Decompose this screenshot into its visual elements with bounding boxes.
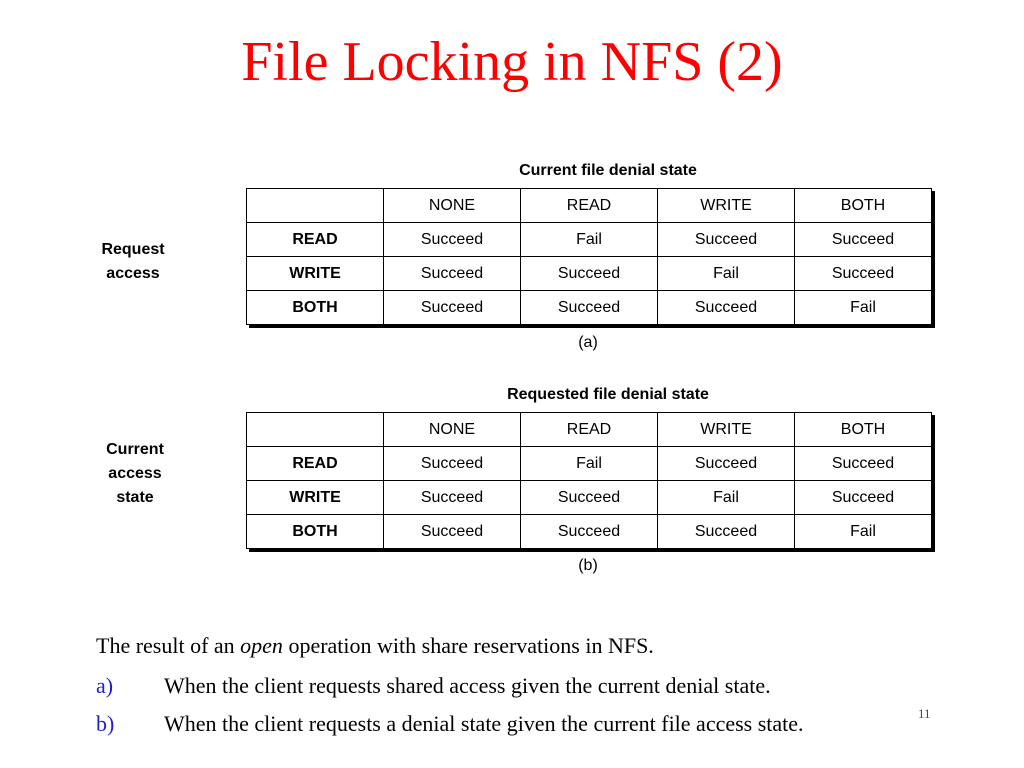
table-a-header-cell: READ [521, 189, 658, 223]
table-cell: Succeed [658, 515, 795, 549]
table-cell: Succeed [384, 291, 521, 325]
row-header-cell: BOTH [247, 291, 384, 325]
table-b-sub-label: (b) [578, 557, 598, 574]
table-cell: Fail [521, 223, 658, 257]
table-cell: Succeed [384, 223, 521, 257]
table-cell: Succeed [384, 481, 521, 515]
table-b-header-cell: READ [521, 413, 658, 447]
table-row [247, 257, 932, 291]
table-cell: Succeed [658, 447, 795, 481]
table-a-sub-label: (a) [578, 334, 598, 351]
table-b-header-row [247, 413, 932, 447]
table-b-side-label-line: state [116, 489, 154, 506]
table-cell: Fail [795, 291, 932, 325]
table-a-header-row [247, 189, 932, 223]
table-b-side-label-line: access [108, 465, 162, 482]
table-a-header-cell: NONE [384, 189, 521, 223]
description-text [96, 632, 654, 660]
table-row [247, 223, 932, 257]
list-item-text: When the client requests shared access given the current denial state. [164, 673, 771, 698]
table-row [247, 515, 932, 549]
table-cell: Succeed [795, 223, 932, 257]
row-header-cell: WRITE [247, 257, 384, 291]
table-cell: Fail [795, 515, 932, 549]
table-cell: Succeed [795, 447, 932, 481]
table-cell: Succeed [658, 291, 795, 325]
description-suffix: operation with share reservations in NFS. [282, 633, 654, 658]
slide-title: File Locking in NFS (2) [241, 31, 783, 93]
table-cell: Fail [521, 447, 658, 481]
list-item-text: When the client requests a denial state given the current file access state. [164, 711, 804, 736]
table-a-header-cell: WRITE [658, 189, 795, 223]
table-b-header-cell: WRITE [658, 413, 795, 447]
table-row [247, 447, 932, 481]
table-cell: Succeed [521, 515, 658, 549]
table-cell: Succeed [658, 223, 795, 257]
table-a-header-cell: BOTH [795, 189, 932, 223]
table-a-caption: Current file denial state [519, 162, 697, 179]
page-number: 11 [918, 706, 931, 721]
row-header-cell: WRITE [247, 481, 384, 515]
table-a-side-label-line: Request [101, 241, 165, 258]
table-row [247, 481, 932, 515]
table-cell: Succeed [795, 257, 932, 291]
list-item [96, 710, 804, 738]
table-b-header-cell [247, 413, 384, 447]
table-cell: Succeed [384, 515, 521, 549]
list-item [96, 672, 771, 700]
table-cell: Succeed [795, 481, 932, 515]
table-b-header-cell: NONE [384, 413, 521, 447]
table-row [247, 291, 932, 325]
table-cell: Succeed [384, 447, 521, 481]
row-header-cell: READ [247, 447, 384, 481]
table-cell: Fail [658, 481, 795, 515]
table-a-side-label-line: access [106, 265, 160, 282]
table-cell: Succeed [521, 291, 658, 325]
table-b-caption: Requested file denial state [507, 386, 709, 403]
table-a-header-cell [247, 189, 384, 223]
table-b [246, 412, 932, 549]
description-emphasis: open [240, 633, 283, 658]
table-cell: Succeed [521, 257, 658, 291]
table-a [246, 188, 932, 325]
table-cell: Succeed [384, 257, 521, 291]
table-cell: Fail [658, 257, 795, 291]
list-item-label: a) [96, 673, 114, 698]
table-b-side-label-line: Current [106, 441, 164, 458]
row-header-cell: BOTH [247, 515, 384, 549]
table-a-side-label [73, 238, 193, 286]
row-header-cell: READ [247, 223, 384, 257]
table-cell: Succeed [521, 481, 658, 515]
table-b-header-cell: BOTH [795, 413, 932, 447]
table-b-side-label [75, 438, 195, 510]
list-item-label: b) [96, 711, 115, 736]
description-prefix: The result of an [96, 633, 241, 658]
